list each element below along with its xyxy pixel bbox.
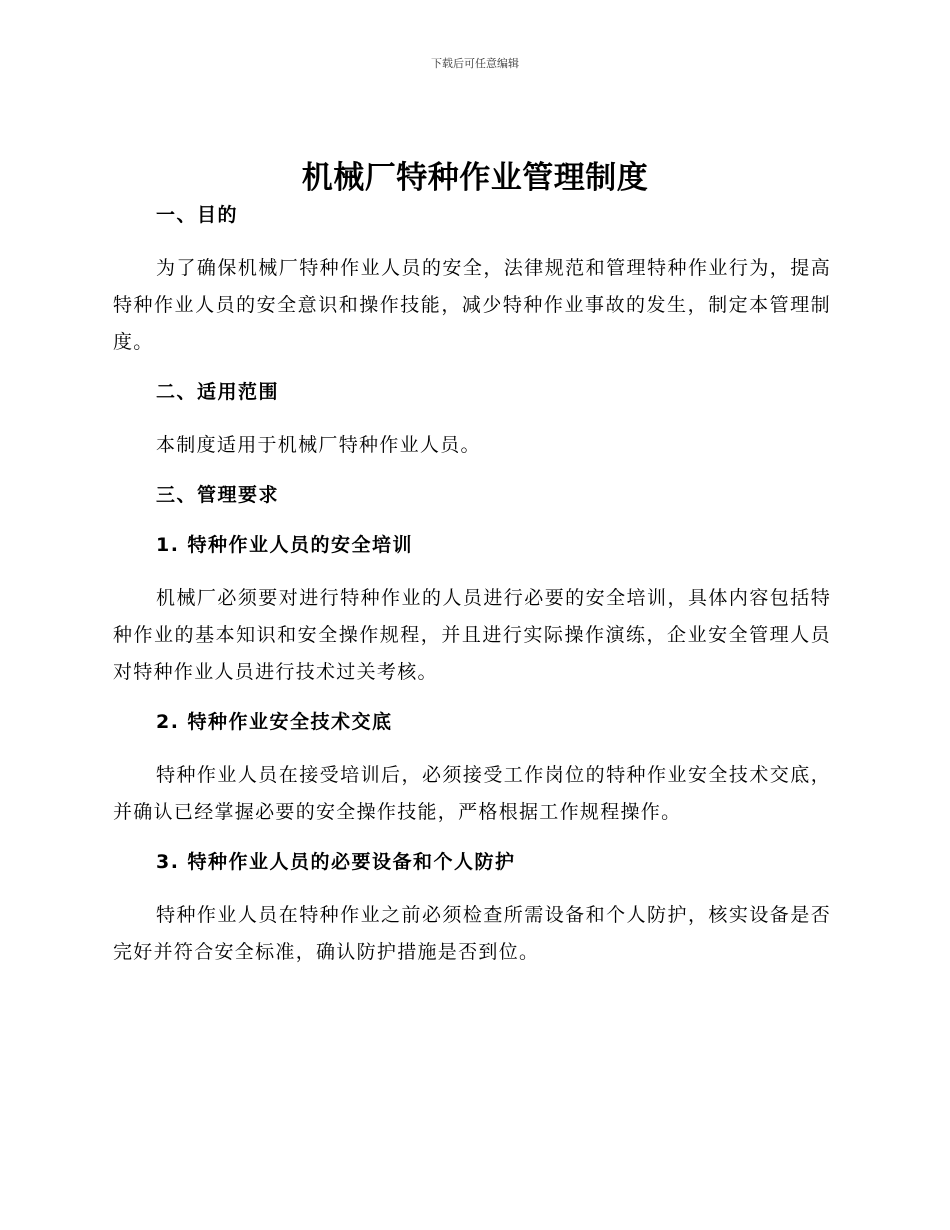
subsection-paragraph-briefing: 特种作业人员在接受培训后，必须接受工作岗位的特种作业安全技术交底，并确认已经掌握必要的安全操作技能，严格根据工作规程操作。 <box>113 764 831 823</box>
subsection-heading-briefing: 2. 特种作业安全技术交底 <box>156 711 393 733</box>
section-heading-scope: 二、适用范围 <box>156 381 280 403</box>
section-paragraph-scope: 本制度适用于机械厂特种作业人员。 <box>156 434 481 456</box>
subsection-paragraph-training: 机械厂必须要对进行特种作业的人员进行必要的安全培训，具体内容包括特种作业的基本知识和安全操作规程，并且进行实际操作演练，企业安全管理人员对特种作业人员进行技术过关考核。 <box>113 587 831 683</box>
subsection-paragraph-equipment: 特种作业人员在特种作业之前必须检查所需设备和个人防护，核实设备是否完好并符合安全标准，确认防护措施是否到位。 <box>113 904 831 963</box>
subsection-heading-training: 1. 特种作业人员的安全培训 <box>156 534 414 556</box>
subsection-heading-equipment: 3. 特种作业人员的必要设备和个人防护 <box>156 851 516 873</box>
section-paragraph-purpose: 为了确保机械厂特种作业人员的安全，法律规范和管理特种作业行为，提高特种作业人员的安全意识和操作技能，减少特种作业事故的发生，制定本管理制度。 <box>113 257 831 353</box>
document-body <box>113 200 831 971</box>
header-note: 下载后可任意编辑 <box>431 57 519 70</box>
section-heading-requirements: 三、管理要求 <box>156 484 280 506</box>
section-heading-purpose: 一、目的 <box>156 204 239 226</box>
document-title: 机械厂特种作业管理制度 <box>301 160 649 196</box>
